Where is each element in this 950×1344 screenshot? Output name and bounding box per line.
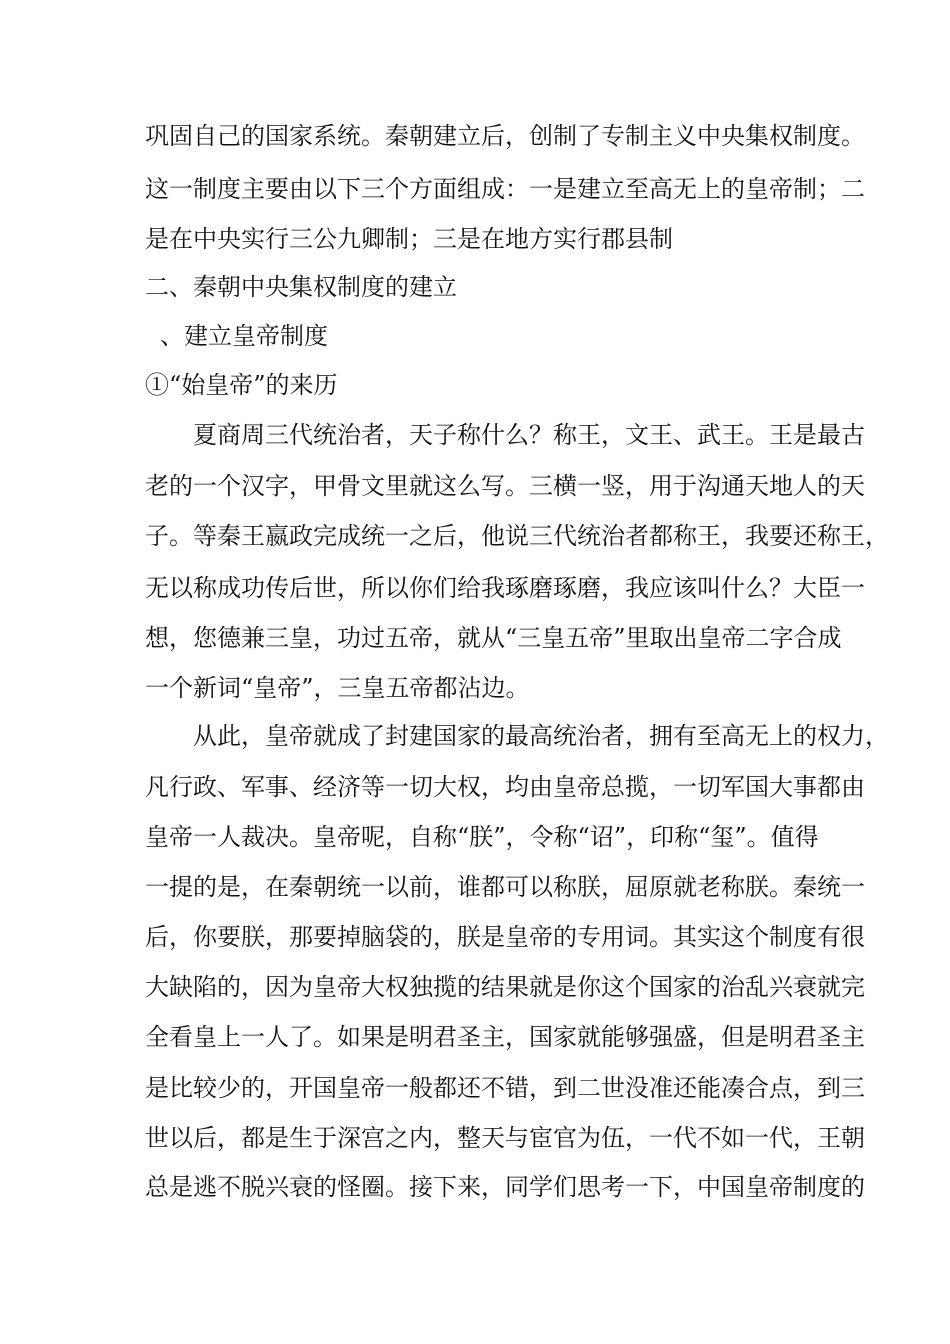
paragraph1-line-2: 老的一个汉字，甲骨文里就这么写。三横一竖，用于沟通天地人的天 [145, 472, 865, 500]
paragraph2-line-2: 凡行政、军事、经济等一切大权，均由皇帝总揽，一切军国大事都由 [145, 773, 865, 801]
paragraph2-line-8: 是比较少的，开国皇帝一般都还不错，到二世没准还能凑合点，到三 [145, 1074, 865, 1102]
paragraph1-line-6: 一个新词“皇帝”，三皇五帝都沾边。 [145, 674, 530, 702]
section-heading: 二、秦朝中央集权制度的建立 [145, 273, 457, 301]
intro-line-1: 巩固自己的国家系统。秦朝建立后，创制了专制主义中央集权制度。 [145, 122, 865, 150]
item-heading: ①“始皇帝”的来历 [145, 371, 338, 399]
paragraph1-line-1: 夏商周三代统治者，天子称什么？称王，文王、武王。王是最古 [193, 421, 865, 449]
paragraph2-line-4: 一提的是，在秦朝统一以前，谁都可以称朕，屈原就老称朕。秦统一 [145, 873, 865, 901]
subsection-heading: 、建立皇帝制度 [160, 322, 328, 350]
paragraph1-line-4: 无以称成功传后世，所以你们给我琢磨琢磨，我应该叫什么？大臣一 [145, 574, 865, 602]
paragraph1-line-3: 子。等秦王嬴政完成统一之后，他说三代统治者都称王，我要还称王， [145, 522, 889, 550]
paragraph1-line-5: 想，您德兼三皇，功过五帝，就从“三皇五帝”里取出皇帝二字合成 [145, 624, 842, 652]
paragraph2-line-7: 全看皇上一人了。如果是明君圣主，国家就能够强盛，但是明君圣主 [145, 1023, 865, 1051]
paragraph2-line-3: 皇帝一人裁决。皇帝呢，自称“朕”，令称“诏”，印称“玺”。值得 [145, 823, 819, 851]
paragraph2-line-1: 从此，皇帝就成了封建国家的最高统治者，拥有至高无上的权力， [193, 722, 889, 750]
paragraph2-line-6: 大缺陷的，因为皇帝大权独揽的结果就是你这个国家的治乱兴衰就完 [145, 973, 865, 1001]
paragraph2-line-10: 总是逃不脱兴衰的怪圈。接下来，同学们思考一下，中国皇帝制度的 [145, 1173, 865, 1201]
paragraph2-line-5: 后，你要朕，那要掉脑袋的，朕是皇帝的专用词。其实这个制度有很 [145, 923, 865, 951]
intro-line-3: 是在中央实行三公九卿制；三是在地方实行郡县制 [145, 225, 673, 253]
intro-line-2: 这一制度主要由以下三个方面组成：一是建立至高无上的皇帝制；二 [145, 175, 865, 203]
paragraph2-line-9: 世以后，都是生于深宫之内，整天与宦官为伍，一代不如一代，王朝 [145, 1124, 865, 1152]
